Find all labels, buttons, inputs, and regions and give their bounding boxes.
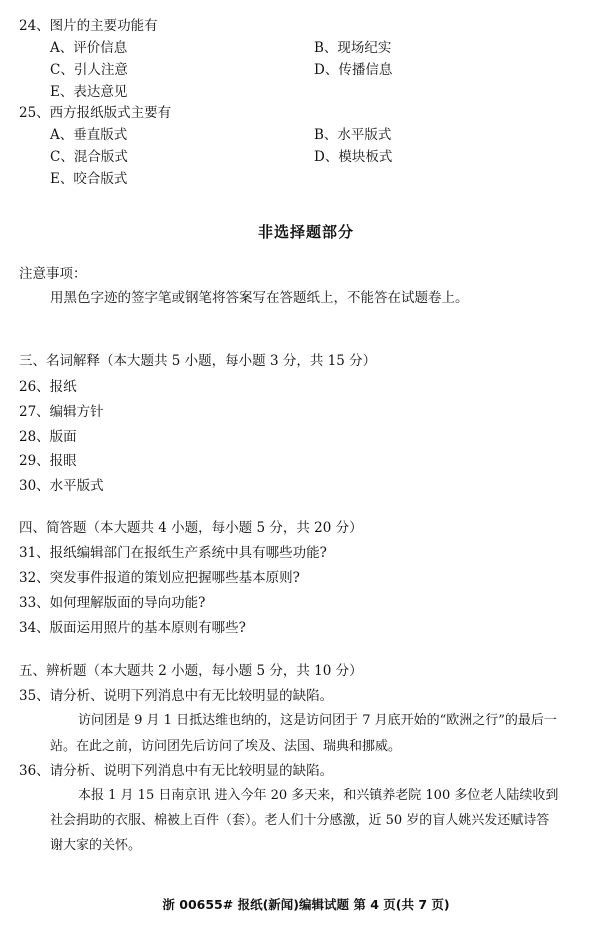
question-33: 33、如何理解版面的导向功能? — [19, 595, 206, 611]
q24-option-a: A、评价信息 — [50, 40, 128, 56]
question-32: 32、突发事件报道的策划应把握哪些基本原则? — [19, 570, 300, 586]
nonchoice-section-title: 非选择题部分 — [257, 223, 354, 241]
q35-passage-line-2: 站。在此之前，访问团先后访问了埃及、法国、瑞典和挪威。 — [50, 739, 402, 754]
q25-option-e: E、咬合版式 — [50, 171, 128, 187]
section-4-heading: 四、简答题（本大题共 4 小题，每小题 5 分，共 20 分） — [19, 520, 363, 536]
section-5-heading: 五、辨析题（本大题共 2 小题，每小题 5 分，共 10 分） — [19, 663, 363, 679]
question-28: 28、版面 — [19, 429, 77, 445]
q24-option-c: C、引人注意 — [50, 62, 128, 78]
q24-option-d: D、传播信息 — [314, 62, 393, 78]
q25-option-d: D、模块板式 — [314, 149, 393, 165]
question-35-stem: 35、请分析、说明下列消息中有无比较明显的缺陷。 — [19, 688, 334, 704]
question-31: 31、报纸编辑部门在报纸生产系统中具有哪些功能? — [19, 545, 327, 561]
question-29: 29、报眼 — [19, 453, 77, 469]
question-24-stem: 24、图片的主要功能有 — [19, 18, 158, 34]
notice-text: 用黑色字迹的签字笔或钢笔将答案写在答题纸上，不能答在试题卷上。 — [50, 290, 469, 306]
section-3-heading: 三、名词解释（本大题共 5 小题，每小题 3 分，共 15 分） — [19, 353, 377, 369]
notice-label: 注意事项： — [19, 266, 87, 282]
question-26: 26、报纸 — [19, 379, 77, 395]
question-34: 34、版面运用照片的基本原则有哪些? — [19, 620, 246, 636]
page-footer: 浙 00655# 报纸(新闻)编辑试题 第 4 页(共 7 页) — [162, 897, 450, 912]
q35-passage-line-1: 访问团是 9 月 1 日抵达维也纳的，这是访问团于 7 月底开始的“欧洲之行”的最后一 — [78, 713, 557, 728]
q36-passage-line-2: 社会捐助的衣服、棉被上百件（套）。老人们十分感激，近 50 岁的盲人姚兴发还赋诗答 — [50, 813, 550, 828]
q36-passage-line-1: 本报 1 月 15 日南京讯 进入今年 20 多天来，和兴镇养老院 100 多位老人陆续收到 — [78, 788, 559, 803]
q25-option-b: B、水平版式 — [314, 127, 392, 143]
q24-option-e: E、表达意见 — [50, 84, 128, 100]
q36-passage-line-3: 谢大家的关怀。 — [50, 838, 142, 853]
question-27: 27、编辑方针 — [19, 404, 104, 420]
question-30: 30、水平版式 — [19, 478, 104, 494]
question-25-stem: 25、西方报纸版式主要有 — [19, 105, 172, 121]
q25-option-a: A、垂直版式 — [50, 127, 128, 143]
question-36-stem: 36、请分析、说明下列消息中有无比较明显的缺陷。 — [19, 763, 334, 779]
q25-option-c: C、混合版式 — [50, 149, 128, 165]
q24-option-b: B、现场纪实 — [314, 40, 392, 56]
